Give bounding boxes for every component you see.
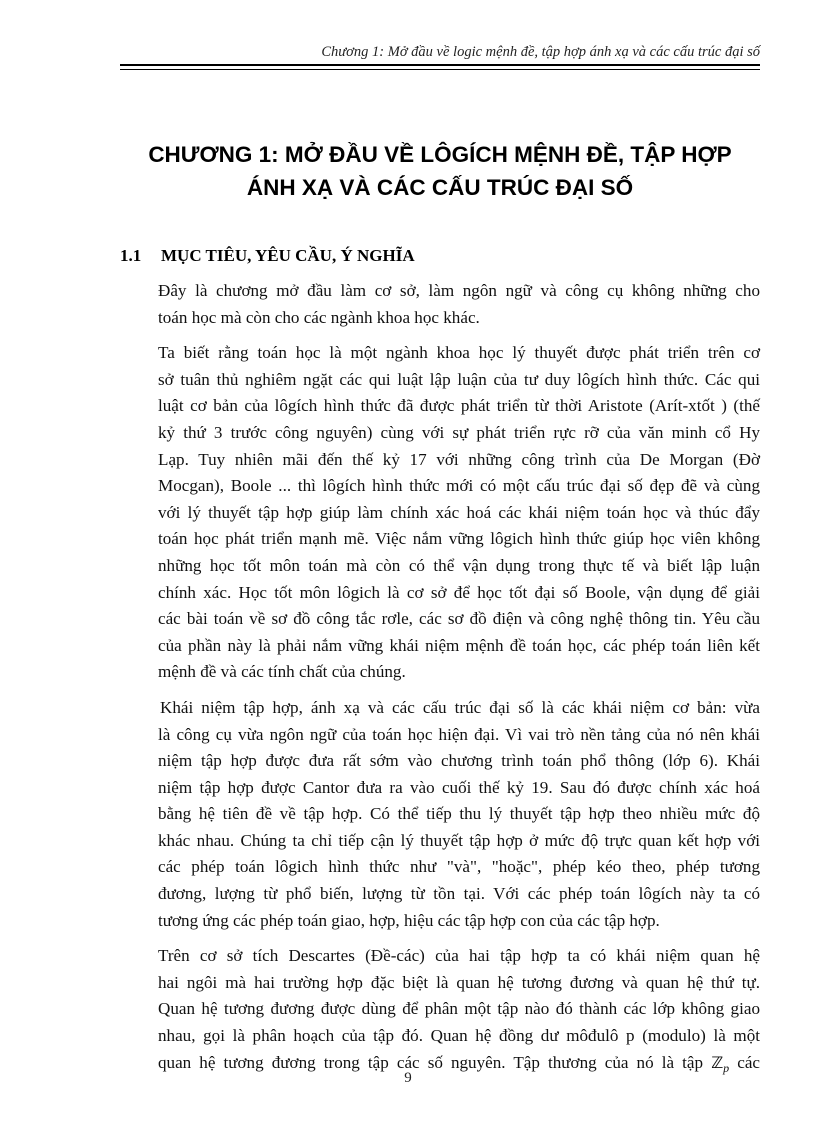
- header-rule: [120, 64, 760, 66]
- text-line: Mocgan), Boole ... thì lôgích hình thức mới có một cấu trúc đại số đẹp đẽ và cùng: [158, 476, 760, 496]
- text-line: luật cơ bản của lôgích hình thức đã được phát triển từ thời Aristote (Arít-xtốt ) (thế: [158, 396, 760, 416]
- text-line: Ta biết rằng toán học là một ngành khoa học lý thuyết được phát triển trên cơ: [158, 343, 760, 363]
- paragraph: [120, 340, 760, 686]
- text-line: toán học phát triển mạnh mẽ. Việc nắm vững lôgich hình thức giúp học viên không: [158, 529, 760, 549]
- text-line: tương ứng các phép toán giao, hợp, hiệu các tập hợp con của các tập hợp.: [158, 910, 660, 930]
- section-heading: [120, 246, 415, 266]
- text-line: là công cụ vừa ngôn ngữ của toán học hiện đại. Vì vai trò nền tảng của nó nên khái: [158, 724, 760, 744]
- paragraph: [120, 695, 760, 934]
- text-line: Khái niệm tập hợp, ánh xạ và các cấu trúc đại số là các khái niệm cơ bản: vừa: [160, 697, 760, 717]
- symbol-z: ℤ: [711, 1052, 724, 1072]
- text-line: đương, lượng từ phổ biến, lượng từ tồn tại. Với các phép toán lôgích này ta có: [158, 884, 760, 904]
- chapter-title-line-2: ÁNH XẠ VÀ CÁC CẤU TRÚC ĐẠI SỐ: [246, 175, 634, 200]
- text-line: những học tốt môn toán mà còn có thể vận dụng trong thực tế và biết lập luận: [158, 555, 760, 575]
- text-line: niệm tập hợp được đưa rất sớm vào chương trình toán phổ thông (lớp 6). Khái: [158, 751, 760, 771]
- paragraph: [120, 943, 760, 1081]
- running-header: Chương 1: Mở đầu về logic mệnh đề, tập hợp ánh xạ và các cấu trúc đại số: [321, 44, 760, 60]
- chapter-title: [120, 138, 760, 204]
- paragraph: [120, 278, 760, 331]
- chapter-title-line-1: CHƯƠNG 1: MỞ ĐẦU VỀ LÔGÍCH MỆNH ĐỀ, TẬP HỢP: [148, 142, 732, 167]
- text-line: Lạp. Tuy nhiên mãi đến thế kỷ 17 với những công trình của De Morgan (Đờ: [158, 449, 760, 469]
- section-number: 1.1: [120, 246, 142, 265]
- text-line: của phần này là phải nắm vững khái niệm mệnh đề toán học, các phép toán liên kết: [158, 635, 760, 655]
- text-line: kỷ thứ 3 trước công nguyên) cùng với sự phát triển rực rỡ của văn minh cổ Hy: [158, 422, 760, 442]
- header-rule-thin: [120, 69, 760, 70]
- text-line: Trên cơ sở tích Descartes (Đề-các) của hai tập hợp ta có khái niệm quan hệ: [158, 946, 760, 966]
- text-line: các phép toán lôgich hình thức như "và", "hoặc", phép kéo theo, phép tương: [158, 857, 760, 877]
- text-line: với lý thuyết tập hợp giúp làm chính xác hoá các khái niệm toán học và thúc đẩy: [158, 502, 760, 522]
- body-text: [120, 278, 760, 1090]
- text-line: Đây là chương mở đầu làm cơ sở, làm ngôn ngữ và công cụ không những cho: [158, 281, 760, 300]
- text-line: mệnh đề và các tính chất của chúng.: [158, 662, 406, 682]
- text-line: khác nhau. Chúng ta chỉ tiếp cận lý thuyết tập hợp ở mức độ trực quan kết hợp với: [158, 830, 760, 850]
- text-line: sở tuân thủ nghiêm ngặt các qui luật lập luận của tư duy lôgích hình thức. Các qui: [158, 369, 760, 389]
- page-number: 9: [404, 1070, 412, 1086]
- text-line: các bài toán về sơ đồ công tắc rơle, các sơ đồ điện và công nghệ thông tin. Yêu cầu: [158, 609, 760, 629]
- symbol-subscript: p: [723, 1060, 730, 1075]
- integers-mod-p-symbol: [711, 1052, 730, 1075]
- text-fragment: các: [737, 1052, 760, 1072]
- text-line: toán học mà còn cho các ngành khoa học khác.: [158, 307, 480, 327]
- text-fragment: quan hệ tương đương trong tập các số nguyên. Tập thương của nó là tập: [158, 1052, 703, 1072]
- text-line: niệm tập hợp được Cantor đưa ra vào cuối thế kỷ 19. Sau đó được chính xác hoá: [158, 777, 760, 797]
- text-line: chính xác. Học tốt môn lôgich là cơ sở để học tốt đại số Boole, vận dụng để giải: [158, 582, 760, 602]
- section-title: MỤC TIÊU, YÊU CẦU, Ý NGHĨA: [161, 246, 415, 265]
- text-line: bằng hệ tiên đề về tập hợp. Có thể tiếp thu lý thuyết tập hợp theo nhiều mức độ: [158, 804, 760, 824]
- text-line: Quan hệ tương đương được dùng để phân một tập nào đó thành các lớp không giao: [158, 999, 760, 1019]
- text-line: hai ngôi mà hai trường hợp đặc biệt là quan hệ tương đương và quan hệ thứ tự.: [158, 972, 760, 992]
- text-line: nhau, gọi là phân hoạch của tập đó. Quan hệ đồng dư môđulô p (modulo) là một: [158, 1026, 760, 1046]
